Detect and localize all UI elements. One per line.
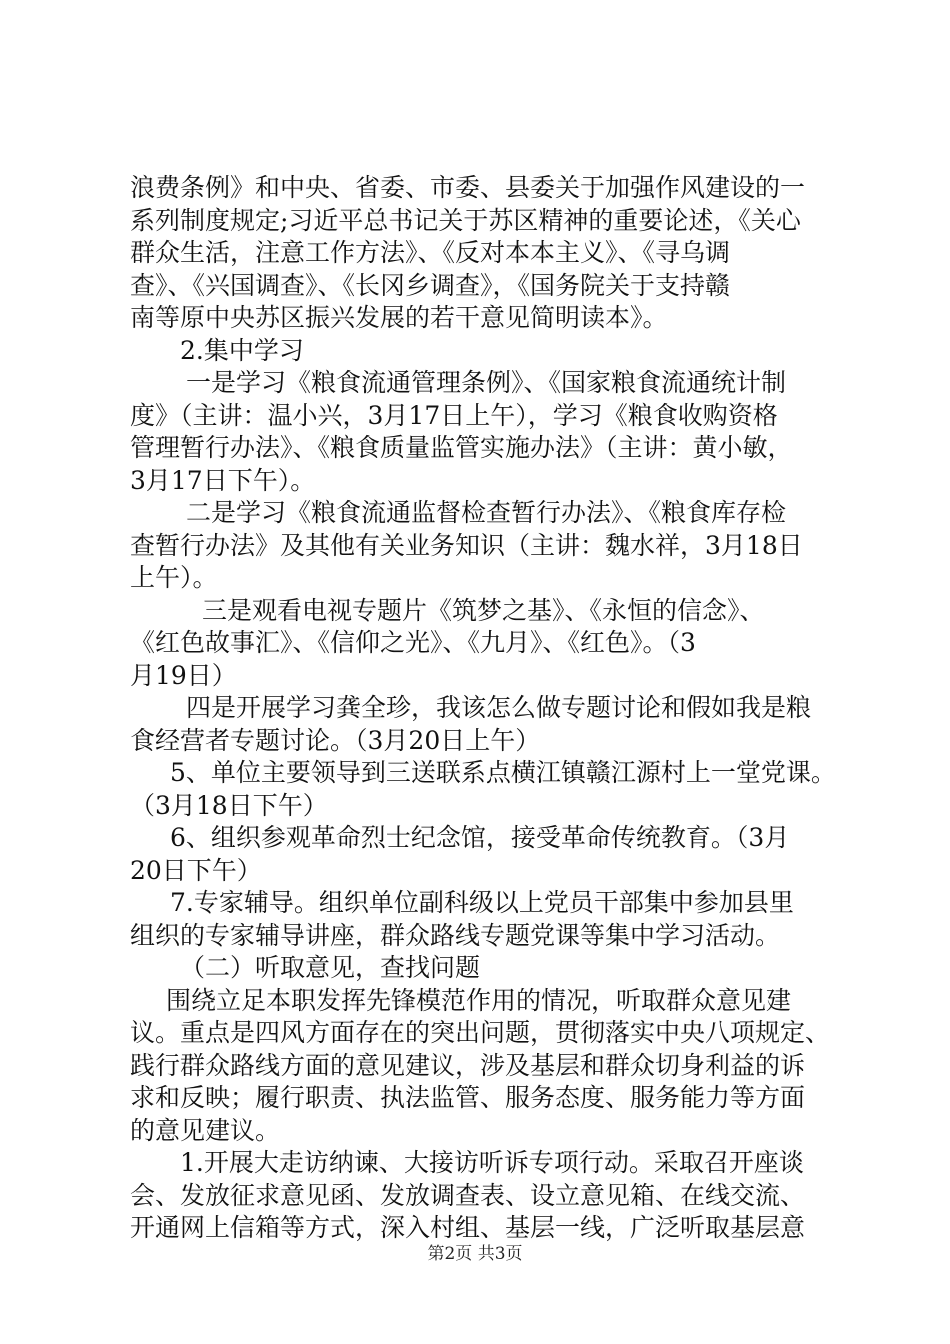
text-line: 三是观看电视专题片《筑梦之基》、《永恒的信念》、 [202,595,765,625]
text-line: 二是学习《粮食流通监督检查暂行办法》、《粮食库存检 [186,498,787,527]
text-line: 6、组织参观革命烈士纪念馆，接受革命传统教育。（3月 [170,823,790,852]
text-line: 上午）。 [130,563,218,592]
text-line: 月19日） [130,660,237,690]
text-line: 开通网上信箱等方式，深入村组、基层一线，广泛听取基层意 [130,1213,806,1242]
text-line: 7.专家辅导。组织单位副科级以上党员干部集中参加县里 [170,888,794,917]
text-line: 1.开展大走访纳谏、大接访听诉专项行动。采取召开座谈 [180,1148,804,1177]
text-line: 3月17日下午）。 [130,465,316,495]
text-line: 议。重点是四风方面存在的突出问题，贯彻落实中央八项规定、 [130,1018,831,1047]
text-line: 《红色故事汇》、《信仰之光》、《九月》、《红色》。（3 [130,628,696,657]
text-line: 管理暂行办法》、《粮食质量监管实施办法》（主讲：黄小敏， [130,433,793,462]
text-line: 围绕立足本职发挥先锋模范作用的情况，听取群众意见建 [166,985,792,1015]
text-line: 会、发放征求意见函、发放调查表、设立意见箱、在线交流、 [130,1180,806,1210]
text-line: 5、单位主要领导到三送联系点横江镇赣江源村上一堂党课。 [170,758,836,787]
text-line: 南等原中央苏区振兴发展的若干意见简明读本》。 [130,303,668,332]
text-line: 四是开展学习龚全珍，我该怎么做专题讨论和假如我是粮 [186,693,812,722]
text-line: 2.集中学习 [180,335,304,365]
text-line: 浪费条例》和中央、省委、市委、县委关于加强作风建设的一 [130,173,806,202]
text-line: 一是学习《粮食流通管理条例》、《国家粮食流通统计制 [186,368,787,397]
text-line: 查》、《兴国调查》、《长冈乡调查》，《国务院关于支持赣 [130,270,731,300]
text-line: 群众生活，注意工作方法》、《反对本本主义》、《寻乌调 [130,238,731,267]
text-line: 组织的专家辅导讲座，群众路线专题党课等集中学习活动。 [130,920,781,950]
text-line: 查暂行办法》及其他有关业务知识（主讲：魏水祥，3月18日 [130,530,803,560]
document-body [130,172,840,1245]
text-line: 20日下午） [130,855,262,885]
text-line: 食经营者专题讨论。（3月20日上午） [130,725,541,755]
text-line: 的意见建议。 [130,1115,281,1145]
text-line: 践行群众路线方面的意见建议，涉及基层和群众切身利益的诉 [130,1050,806,1080]
text-line: （二）听取意见，查找问题 [180,953,481,982]
text-line: 系列制度规定;习近平总书记关于苏区精神的重要论述，《关心 [130,205,801,235]
page-footer: 第2页 共3页 [427,1244,523,1264]
text-line: 度》（主讲：温小兴，3月17日上午），学习《粮食收购资格 [130,400,778,430]
text-line: （3月18日下午） [130,790,328,820]
text-line: 求和反映；履行职责、执法监管、服务态度、服务能力等方面 [130,1083,806,1112]
